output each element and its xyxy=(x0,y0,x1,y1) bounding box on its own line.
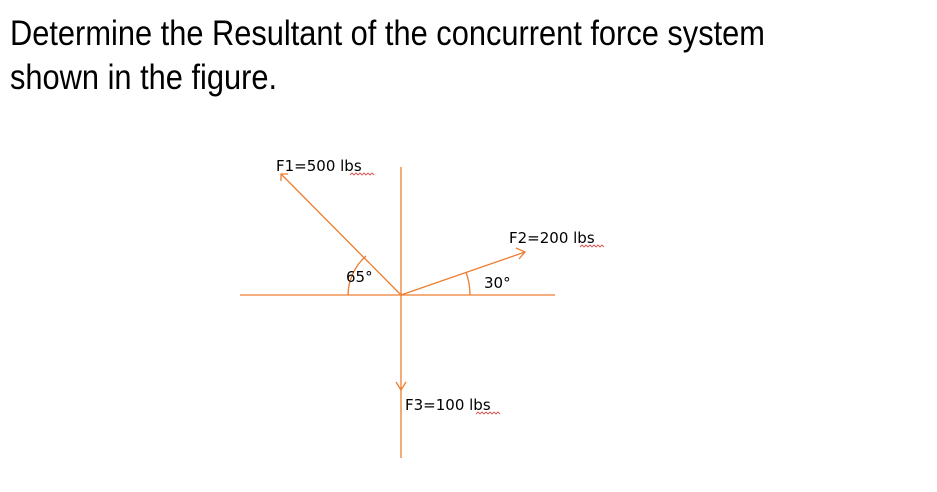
angle-arc-30 xyxy=(466,272,470,295)
f2-label: F2=200 lbs xyxy=(509,229,595,247)
angle-label-30: 30° xyxy=(484,274,511,292)
f3-label: F3=100 lbs xyxy=(405,396,491,414)
f1-vector xyxy=(281,174,401,295)
angle-label-65: 65° xyxy=(346,268,373,286)
f1-label: F1=500 lbs xyxy=(276,157,362,175)
problem-statement: Determine the Resultant of the concurrent force system shown in the figure. xyxy=(10,14,765,97)
